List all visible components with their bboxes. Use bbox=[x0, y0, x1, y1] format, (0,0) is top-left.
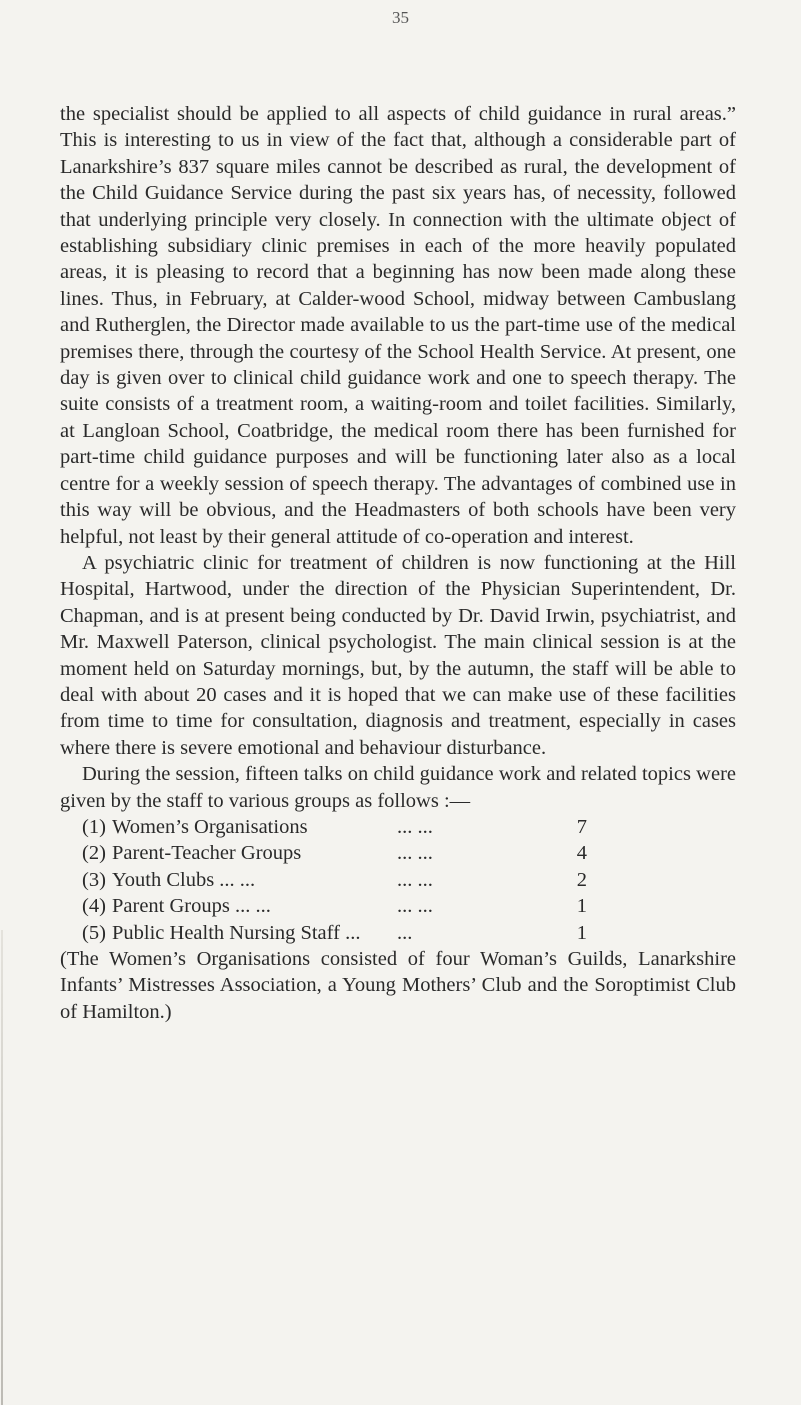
item-number: (4) bbox=[82, 895, 106, 918]
item-number: (5) bbox=[82, 921, 106, 944]
list-item bbox=[60, 893, 736, 919]
list-item bbox=[60, 920, 736, 946]
paragraph-1: the specialist should be applied to all aspects of child guidance in rural areas.” This is interesting to us in view of the fact that, although a considerable part of Lanarkshire’s 837 square miles cannot be described as rural, the development of the Child Guidance Service during the past six years has, of necessity, followed that underlying principle very closely. In connection with the ultimate object of establishing subsidiary clinic premises in each of the more heavily populated areas, it is pleasing to record that a beginning has now been made along these lines. Thus, in February, at Calder-wood School, midway between Cambuslang and Rutherglen, the Director made available to us the part-time use of the medical premises there, through the courtesy of the School Health Service. At present, one day is given over to clinical child guidance work and one to speech therapy. The suite consists of a treatment room, a waiting-room and toilet facilities. Similarly, at Langloan School, Coatbridge, the medical room there has been furnished for part-time child guidance purposes and will be functioning later also as a local centre for a weekly session of speech therapy. The advantages of combined use in this way will be obvious, and the Headmasters of both schools have been very helpful, not least by their general attitude of co-operation and interest. bbox=[60, 103, 736, 548]
leader-dots: ... ... bbox=[397, 868, 433, 891]
leader-dots: ... ... bbox=[397, 842, 433, 865]
item-label: Public Health Nursing Staff ... bbox=[112, 921, 361, 944]
item-count: 1 bbox=[576, 921, 587, 944]
leader-dots: ... bbox=[397, 921, 413, 944]
item-count: 1 bbox=[576, 895, 587, 918]
page-number: 35 bbox=[392, 8, 409, 27]
list-item bbox=[60, 840, 736, 866]
item-number: (1) bbox=[82, 815, 106, 838]
paragraph-3: During the session, fifteen talks on child guidance work and related topics were given by the staff to various groups as follows :— bbox=[60, 763, 736, 812]
item-label: Women’s Organisations bbox=[112, 815, 308, 838]
item-label: Parent-Teacher Groups bbox=[112, 842, 302, 865]
item-label: Parent Groups ... ... bbox=[112, 895, 271, 918]
item-count: 7 bbox=[576, 815, 587, 838]
talks-list bbox=[60, 814, 736, 946]
item-number: (2) bbox=[82, 842, 106, 865]
item-number: (3) bbox=[82, 868, 106, 891]
item-label: Youth Clubs ... ... bbox=[112, 868, 256, 891]
binding-edge bbox=[1, 930, 3, 1405]
page-body bbox=[60, 101, 736, 1025]
paragraph-2: A psychiatric clinic for treatment of children is now functioning at the Hill Hospital, Hartwood, under the direction of the Physician Superintendent, Dr. Chapman, and is at present being conducted by Dr. David Irwin, psychiatrist, and Mr. Maxwell Paterson, clinical psychologist. The main clinical session is at the moment held on Saturday mornings, but, by the autumn, the staff will be able to deal with about 20 cases and it is hoped that we can make use of these facilities from time to time for consultation, diagnosis and treatment, especially in cases where there is severe emotional and behaviour disturbance. bbox=[60, 551, 736, 759]
item-count: 4 bbox=[576, 842, 587, 865]
item-count: 2 bbox=[576, 868, 587, 891]
list-item bbox=[60, 814, 736, 840]
list-item bbox=[60, 867, 736, 893]
leader-dots: ... ... bbox=[397, 895, 433, 918]
leader-dots: ... ... bbox=[397, 815, 433, 838]
closing-note: (The Women’s Organisations consisted of four Woman’s Guilds, Lanarkshire Infants’ Mistresses Association, a Young Mothers’ Club and the Soroptimist Club of Hamilton.) bbox=[60, 947, 736, 1023]
